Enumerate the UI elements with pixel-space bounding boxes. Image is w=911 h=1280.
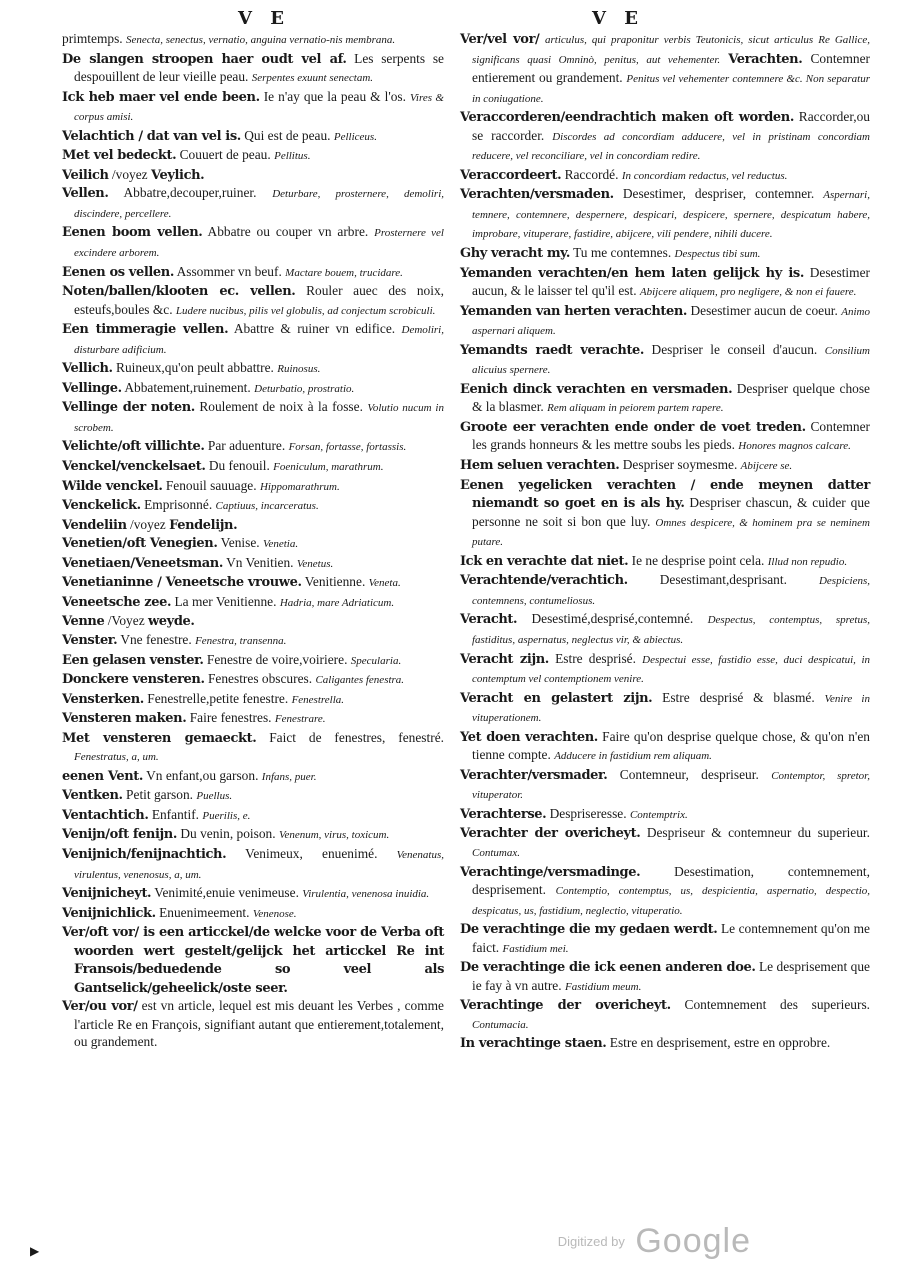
dictionary-entry <box>62 282 444 320</box>
dictionary-entry <box>62 612 444 631</box>
entry-headword: Hem seluen verachten. <box>460 458 620 474</box>
entry-latin: Demoliri, disturbare adificium. <box>74 324 444 356</box>
entry-latin: Caligantes fenestra. <box>315 674 405 687</box>
entry-latin: Penitus vel vehementer contemnere &c. Non separatur in coniugatione. <box>472 73 870 105</box>
entry-latin: Senecta, senectus, vernatio, anguina vernatio-nis membrana. <box>125 34 396 46</box>
entry-latin: Discordes ad concordiam adducere, vel in pristinam concordiam reducere, vel reconciliare, vel in concordiam redire. <box>472 130 870 163</box>
entry-latin: Hadria, mare Adriaticum. <box>279 596 395 609</box>
entry-headword: Donckere vensteren. <box>62 672 205 688</box>
entry-headword: eenen Vent. <box>62 768 143 784</box>
entry-french: primtemps. <box>62 31 123 46</box>
dictionary-entry <box>460 185 870 244</box>
entry-french: Despriser chascun, & cuider que personne ne soit si bon que luy. <box>472 495 870 529</box>
dictionary-entry <box>62 477 444 497</box>
entry-french: Fenestre de voire,voiriere. <box>206 651 348 667</box>
entry-headword: De verachtinge die ick eenen anderen doe. <box>460 960 756 976</box>
entry-headword: Een gelasen venster. <box>62 652 204 668</box>
entry-french: Venise. <box>220 535 260 551</box>
dictionary-entry <box>62 690 444 710</box>
entry-french: La mer Venitienne. <box>174 593 277 609</box>
dictionary-entry <box>460 571 870 610</box>
dictionary-entry <box>460 863 870 921</box>
entry-latin: Despectui esse, fastidio esse, duci despicatui, in contemptum vel contemptionem venire. <box>472 653 871 686</box>
entry-headword: Vellen. <box>62 186 109 202</box>
entry-french: Desestimant,desprisant. <box>659 572 787 588</box>
entry-french: Desestimé,desprisé,contemné. <box>531 611 694 627</box>
entry-headword: Yemanden verachten/en hem laten gelijck hy is. <box>460 265 804 281</box>
entry-french: Du venin, poison. <box>180 826 276 842</box>
entry-latin: Animo aspernari aliquem. <box>472 305 870 338</box>
entry-latin: Foeniculum, marathrum. <box>273 461 384 474</box>
dictionary-entry <box>460 920 870 958</box>
entry-french: Contemnement des superieurs. <box>684 997 871 1013</box>
entry-french: Venimeux, enuenimé. <box>245 845 378 861</box>
dictionary-entry <box>460 108 870 166</box>
entry-headword: De slangen stroopen haer oudt vel af. <box>62 51 347 67</box>
dictionary-entry <box>62 320 444 359</box>
entry-headword: Veraccorderen/eendrachtich maken oft worden. <box>460 110 794 126</box>
dictionary-entry <box>62 359 444 379</box>
entry-latin: Infans, puer. <box>261 770 317 783</box>
entry-headword: Venijnich/fenijnachtich. <box>62 846 227 862</box>
entry-latin: Contumacia. <box>472 1018 529 1031</box>
entry-french: Despriser le conseil d'aucun. <box>651 341 818 357</box>
dictionary-entry <box>460 552 870 572</box>
dictionary-entry <box>460 30 870 108</box>
dictionary-entry <box>460 456 870 476</box>
entry-latin: Honores magnos calcare. <box>738 440 851 453</box>
entry-french: Enfantif. <box>151 806 200 822</box>
entry-latin: Venetus. <box>296 557 334 570</box>
entry-french: Petit garson. <box>126 787 193 803</box>
entry-headword: Verachter der overicheyt. <box>460 826 641 842</box>
entry-french: Le contemnement qu'on me faict. <box>472 921 871 955</box>
entry-headword: Vellinge. <box>62 380 122 396</box>
dictionary-entry <box>62 127 444 147</box>
entry-headword: Venijnicheyt. <box>62 886 152 902</box>
dictionary-entry <box>460 824 870 862</box>
entry-latin: Fastidium mei. <box>502 942 569 955</box>
entry-french: Couuert de peau. <box>179 147 271 163</box>
entry-latin: Venenum, virus, toxicum. <box>278 829 390 842</box>
entry-headword: Ver/oft vor/ is een articckel/de welcke voor de Verba oft woorden wert gestelt/gelijck het articckel Re int Fransois/beduedende so veel als Gantselick/geheelick/oste seer. <box>62 925 444 996</box>
entry-latin: Despiciens, contemnens, contumeliosus. <box>472 575 870 607</box>
dictionary-entry <box>62 573 444 593</box>
dictionary-entry <box>62 631 444 651</box>
entry-french: Les serpents se despouillent de leur vieille peau. <box>74 50 444 85</box>
entry-headword: Eenen yegelicken verachten / ende meynen datter niemandt so goet en is als hy. <box>460 477 870 512</box>
entry-headword: Verachtinge/versmadinge. <box>460 864 641 880</box>
entry-headword: Ventachtich. <box>62 807 149 823</box>
running-head-left: V E <box>238 8 290 29</box>
entry-headword: Venckel/venckelsaet. <box>62 459 206 475</box>
right-column <box>460 30 870 1053</box>
dictionary-entry <box>62 884 444 904</box>
entry-french: Tu me contemnes. <box>573 245 672 261</box>
entry-latin: Abijcere se. <box>740 460 793 473</box>
dictionary-entry <box>62 457 444 477</box>
entry-latin: Fenestrella. <box>291 693 345 706</box>
entry-french: Contemneur, despriseur. <box>619 766 759 782</box>
entry-french: Abbatement,ruinement. <box>124 379 251 395</box>
entry-french: Desestimer aucun de coeur. <box>690 302 838 318</box>
entry-french: Emprisonné. <box>144 497 213 513</box>
entry-french: Fenestrelle,petite fenestre. <box>147 690 289 706</box>
entry-headword: Met vensteren gemaeckt. <box>62 730 257 746</box>
entry-latin: Pellitus. <box>274 150 311 163</box>
dictionary-entry <box>460 689 870 728</box>
dictionary-entry <box>62 593 444 613</box>
entry-french: Contemner entierement ou grandement. <box>472 50 870 86</box>
entry-latin: Venenatus, virulentus, venenosus, a, um. <box>74 848 444 881</box>
entry-french: Le desprisement que ie fay à vn autre. <box>472 959 870 993</box>
entry-latin: Abijcere aliquem, pro negligere, & non ei fauere. <box>639 286 857 299</box>
entry-headword: Verachtinge der overicheyt. <box>460 998 671 1014</box>
entry-headword: Velichte/oft villichte. <box>62 439 205 455</box>
entry-headword: Venster. <box>62 632 118 648</box>
entry-latin: Fenestrare. <box>274 713 326 726</box>
dictionary-entry <box>62 806 444 826</box>
entry-headword: Veracht zijn. <box>460 651 549 667</box>
dictionary-entry <box>62 398 444 437</box>
entry-latin: Contemptrix. <box>629 808 688 821</box>
google-watermark <box>558 1222 751 1261</box>
entry-latin: articulus, qui praponitur verbis Teutonicis, sicut articulus Re Gallice, significans quasi Omninò, penitus, aut vehementer. <box>472 34 870 66</box>
entry-headword: Vensteren maken. <box>62 711 187 727</box>
entry-french: /voyez <box>130 516 166 532</box>
dictionary-entry <box>460 766 870 805</box>
entry-french: Par aduenture. <box>207 438 286 454</box>
entry-french: Roulement de noix à la fosse. <box>199 399 363 415</box>
entry-latin: Despectus, contemptus, spretus, fastiditus, aspernatus, neglectus vir, & abiectus. <box>472 614 870 646</box>
entry-headword: Venetien/oft Venegien. <box>62 536 218 552</box>
dictionary-entry <box>62 496 444 516</box>
dictionary-entry <box>460 958 870 996</box>
entry-french: Estre en desprisement, estre en opprobre. <box>609 1035 831 1051</box>
entry-crossref: Fendelijn. <box>169 517 238 533</box>
dictionary-entry <box>460 610 870 649</box>
entry-french: Faire qu'on desprise quelque chose, & qu'on n'en tienne compte. <box>472 728 870 763</box>
dictionary-entry <box>62 825 444 845</box>
entry-latin: Hippomarathrum. <box>259 480 340 493</box>
entry-headword: Ver/vel vor/ <box>460 32 540 47</box>
entry-headword: Verachten/versmaden. <box>460 187 614 203</box>
dictionary-entry <box>62 997 444 1051</box>
entry-french: Desestimer aucun, & le laisser tel qu'il est. <box>472 264 870 299</box>
dictionary-entry <box>460 996 870 1034</box>
entry-headword: Velachtich / dat van vel is. <box>62 128 241 144</box>
entry-headword: Ghy veracht my. <box>460 246 570 262</box>
entry-french: Desestimation, contemnement, desprisement. <box>472 863 870 898</box>
entry-headword: Venne <box>62 614 105 630</box>
dictionary-entry <box>62 729 444 767</box>
entry-latin: Specularia. <box>350 654 402 667</box>
entry-latin: Illud non repudio. <box>767 555 848 568</box>
entry-crossref: Veylich. <box>150 167 205 183</box>
entry-headword: Venckelick. <box>62 498 141 514</box>
entry-french: Despriser quelque chose & la blasmer. <box>472 380 870 415</box>
entry-french: Raccorder,ou se raccorder. <box>472 109 870 143</box>
dictionary-entry <box>62 845 444 884</box>
entry-headword: Veilich <box>62 167 109 183</box>
dictionary-entry <box>460 380 870 418</box>
entry-french: Desestimer, despriser, contemner. <box>622 186 815 202</box>
entry-latin: Mactare bouem, trucidare. <box>285 266 403 279</box>
entry-french: Assommer vn beuf. <box>176 263 282 279</box>
entry-french: Enuenimeement. <box>159 904 250 920</box>
dictionary-entry <box>62 30 444 50</box>
entry-latin: Ludere nucibus, pilis vel globulis, ad conjectum scrobiculi. <box>175 304 436 317</box>
entry-headword: Vellinge der noten. <box>62 400 195 416</box>
dictionary-entry <box>62 923 444 997</box>
entry-headword: Vensterken. <box>62 691 144 707</box>
entry-latin: In concordiam redactus, vel reductus. <box>621 169 788 182</box>
entry-french: Faire fenestres. <box>189 710 272 726</box>
entry-latin: Serpentes exuunt senectam. <box>251 72 374 85</box>
entry-headword: Venetiaen/Veneetsman. <box>62 555 223 571</box>
entry-crossref: weyde. <box>148 614 195 630</box>
entry-headword: Ick en verachte dat niet. <box>460 553 629 569</box>
entry-french: Ie ne desprise point cela. <box>631 552 765 568</box>
dictionary-entry <box>62 516 444 535</box>
watermark-google-logo: Google <box>635 1222 751 1260</box>
entry-french: Vne fenestre. <box>120 631 192 647</box>
entry-headword: Ick heb maer vel ende been. <box>62 89 260 105</box>
entry-french: Rouler auec des noix, esteufs,boules &c. <box>74 283 444 317</box>
entry-french: Raccordé. <box>564 166 619 182</box>
entry-headword: Eenen boom vellen. <box>62 225 203 241</box>
entry-latin: Fenestratus, a, um. <box>74 751 159 764</box>
entry-french: Despriseur & contemneur du superieur. <box>646 825 870 841</box>
entry-latin: Contumax. <box>472 846 520 859</box>
entry-french: Qui est de peau. <box>244 127 331 143</box>
entry-latin: Virulentia, venenosa inuidia. <box>302 888 430 901</box>
entry-headword: Met vel bedeckt. <box>62 148 177 164</box>
entry-french: Du fenouil. <box>208 458 270 474</box>
entry-french: Despriseresse. <box>549 805 627 821</box>
dictionary-entry <box>62 786 444 806</box>
entry-latin: Despectus tibi sum. <box>674 248 761 261</box>
entry-latin: Omnes despicere, & hominem pra se neminem putare. <box>472 516 870 549</box>
entry-french: Despriser soymesme. <box>622 457 738 473</box>
dictionary-entry <box>460 1034 870 1053</box>
entry-french: Abbatre ou couper vn arbre. <box>207 224 369 240</box>
entry-latin: Venire in vituperationem. <box>472 692 870 725</box>
entry-french: Abbatre,decouper,ruiner. <box>123 185 257 201</box>
entry-latin: Deturbatio, prostratio. <box>254 382 355 395</box>
entry-french: Ruineux,qu'on peult abbattre. <box>116 360 274 376</box>
entry-latin: Volutio nucum in scrobem. <box>74 402 444 434</box>
entry-latin: Forsan, fortasse, fortassis. <box>288 441 407 454</box>
dictionary-entry <box>460 805 870 825</box>
entry-headword: Verachten. <box>728 51 803 67</box>
entry-latin: Adducere in fastidium rem aliquam. <box>554 750 712 763</box>
entry-french: /Voyez <box>107 613 145 629</box>
entry-headword: Venijn/oft fenijn. <box>62 827 177 843</box>
entry-french: Abattre & ruiner vn edifice. <box>233 321 396 337</box>
entry-latin: Puellus. <box>196 790 233 803</box>
entry-latin: Aspernari, temnere, contemnere, despernere, despicari, despicere, spernere, despicatum habere, improbare, vituperare, fastidire, abijcere, vili pendere, nihili ducere. <box>472 189 870 241</box>
entry-latin: Consilium alicuius spernere. <box>472 344 870 377</box>
entry-latin: Pelliceus. <box>333 130 377 143</box>
entry-french: Estre desprisé & blasmé. <box>662 689 815 705</box>
dictionary-entry <box>460 264 870 302</box>
dictionary-entry <box>62 651 444 671</box>
entry-headword: Ver/ou vor/ <box>62 999 138 1015</box>
dictionary-entry <box>62 767 444 787</box>
dictionary-entry <box>62 184 444 223</box>
entry-headword: Eenich dinck verachten en versmaden. <box>460 381 733 397</box>
entry-latin: Contemptor, spretor, vituperator. <box>472 769 870 802</box>
dictionary-entry <box>62 904 444 924</box>
entry-latin: Veneta. <box>368 577 401 590</box>
entry-headword: Wilde venckel. <box>62 478 163 494</box>
entry-french: Fenestres obscures. <box>207 671 313 687</box>
entry-latin: Fastidium meum. <box>564 980 642 993</box>
entry-headword: Veraccordeert. <box>460 167 562 183</box>
dictionary-entry <box>62 379 444 399</box>
entry-latin: Puerilis, e. <box>202 809 251 822</box>
dictionary-entry <box>460 728 870 766</box>
running-head-right: V E <box>592 8 644 29</box>
entry-headword: Verachter/versmader. <box>460 767 608 783</box>
entry-headword: Venetianinne / Veneetsche vrouwe. <box>62 575 302 591</box>
entry-headword: Verachtende/verachtich. <box>460 573 628 589</box>
entry-french: Venimité,enuie venimeuse. <box>154 885 299 901</box>
dictionary-entry <box>460 476 870 552</box>
entry-latin: Contemptio, contemptus, us, despicientia, aspernatio, despectio, despicatus, us, fastidium, neglectio, vituperatio. <box>472 885 870 917</box>
entry-headword: Vellich. <box>62 361 113 377</box>
dictionary-entry <box>460 650 870 689</box>
entry-latin: Vires & corpus amisi. <box>74 91 444 124</box>
entry-french: Ie n'ay que la peau & l'os. <box>263 88 406 104</box>
dictionary-entry <box>460 341 870 380</box>
dictionary-entry <box>460 302 870 341</box>
dictionary-entry <box>460 418 870 456</box>
entry-latin: Venenose. <box>252 907 297 920</box>
entry-headword: Veneetsche zee. <box>62 594 172 610</box>
entry-french: Fenouil sauuage. <box>165 477 257 493</box>
entry-latin: Deturbare, prosternere, demoliri, discindere, percellere. <box>74 188 444 220</box>
entry-french: Venitienne. <box>304 574 366 590</box>
entry-latin: Rem aliquam in peiorem partem rapere. <box>547 402 724 415</box>
entry-french: Faict de fenestres, fenestré. <box>269 729 444 745</box>
entry-headword: In verachtinge staen. <box>460 1036 607 1052</box>
entry-french: Estre desprisé. <box>555 650 636 666</box>
entry-headword: Eenen os vellen. <box>62 264 174 280</box>
dictionary-entry <box>62 263 444 283</box>
dictionary-entry <box>62 50 444 88</box>
dictionary-entry <box>62 166 444 185</box>
entry-headword: Yemanden van herten verachten. <box>460 303 688 319</box>
dictionary-entry <box>62 88 444 127</box>
entry-latin: Fenestra, transenna. <box>195 634 287 647</box>
entry-french: est vn article, lequel est mis deuant les Verbes , comme l'article Re en François, signifiant autant que entierement,totalement, ou grandement. <box>74 998 444 1050</box>
entry-french: Vn enfant,ou garson. <box>146 767 259 783</box>
entry-headword: Yemandts raedt verachte. <box>460 342 645 358</box>
entry-headword: Veracht en gelastert zijn. <box>460 690 653 706</box>
dictionary-entry <box>62 146 444 166</box>
dictionary-entry <box>460 166 870 186</box>
entry-french: /voyez <box>111 166 148 182</box>
entry-headword: Noten/ballen/klooten ec. vellen. <box>62 284 296 300</box>
dictionary-entry <box>62 709 444 729</box>
dictionary-entry <box>62 437 444 457</box>
entry-headword: Verachterse. <box>460 806 547 822</box>
entry-french: Contemner les grands honneurs & les mettre soubs les pieds. <box>472 418 870 453</box>
entry-latin: Captiuus, incarceratus. <box>215 500 319 513</box>
watermark-digitized-text: Digitized by <box>557 1234 625 1249</box>
entry-latin: Venetia. <box>262 538 299 551</box>
entry-latin: Ruinosus. <box>277 363 321 376</box>
entry-headword: Yet doen verachten. <box>460 729 598 745</box>
entry-french: Vn Venitien. <box>226 554 294 570</box>
dictionary-entry <box>62 554 444 574</box>
dictionary-entry <box>460 244 870 264</box>
entry-headword: Veracht. <box>460 612 518 628</box>
entry-headword: Ventken. <box>62 788 123 804</box>
entry-headword: Groote eer verachten ende onder de voet treden. <box>460 419 806 435</box>
corner-mark: ▶ <box>30 1244 40 1258</box>
dictionary-entry <box>62 534 444 554</box>
entry-headword: Een timmeragie vellen. <box>62 322 229 338</box>
entry-headword: Vendeliin <box>62 517 127 533</box>
entry-headword: De verachtinge die my gedaen werdt. <box>460 922 718 938</box>
dictionary-entry <box>62 223 444 262</box>
entry-latin: Prosternere vel excindere arborem. <box>74 227 444 260</box>
dictionary-entry <box>62 670 444 690</box>
left-column <box>62 30 444 1051</box>
entry-headword: Venijnichlick. <box>62 905 156 921</box>
